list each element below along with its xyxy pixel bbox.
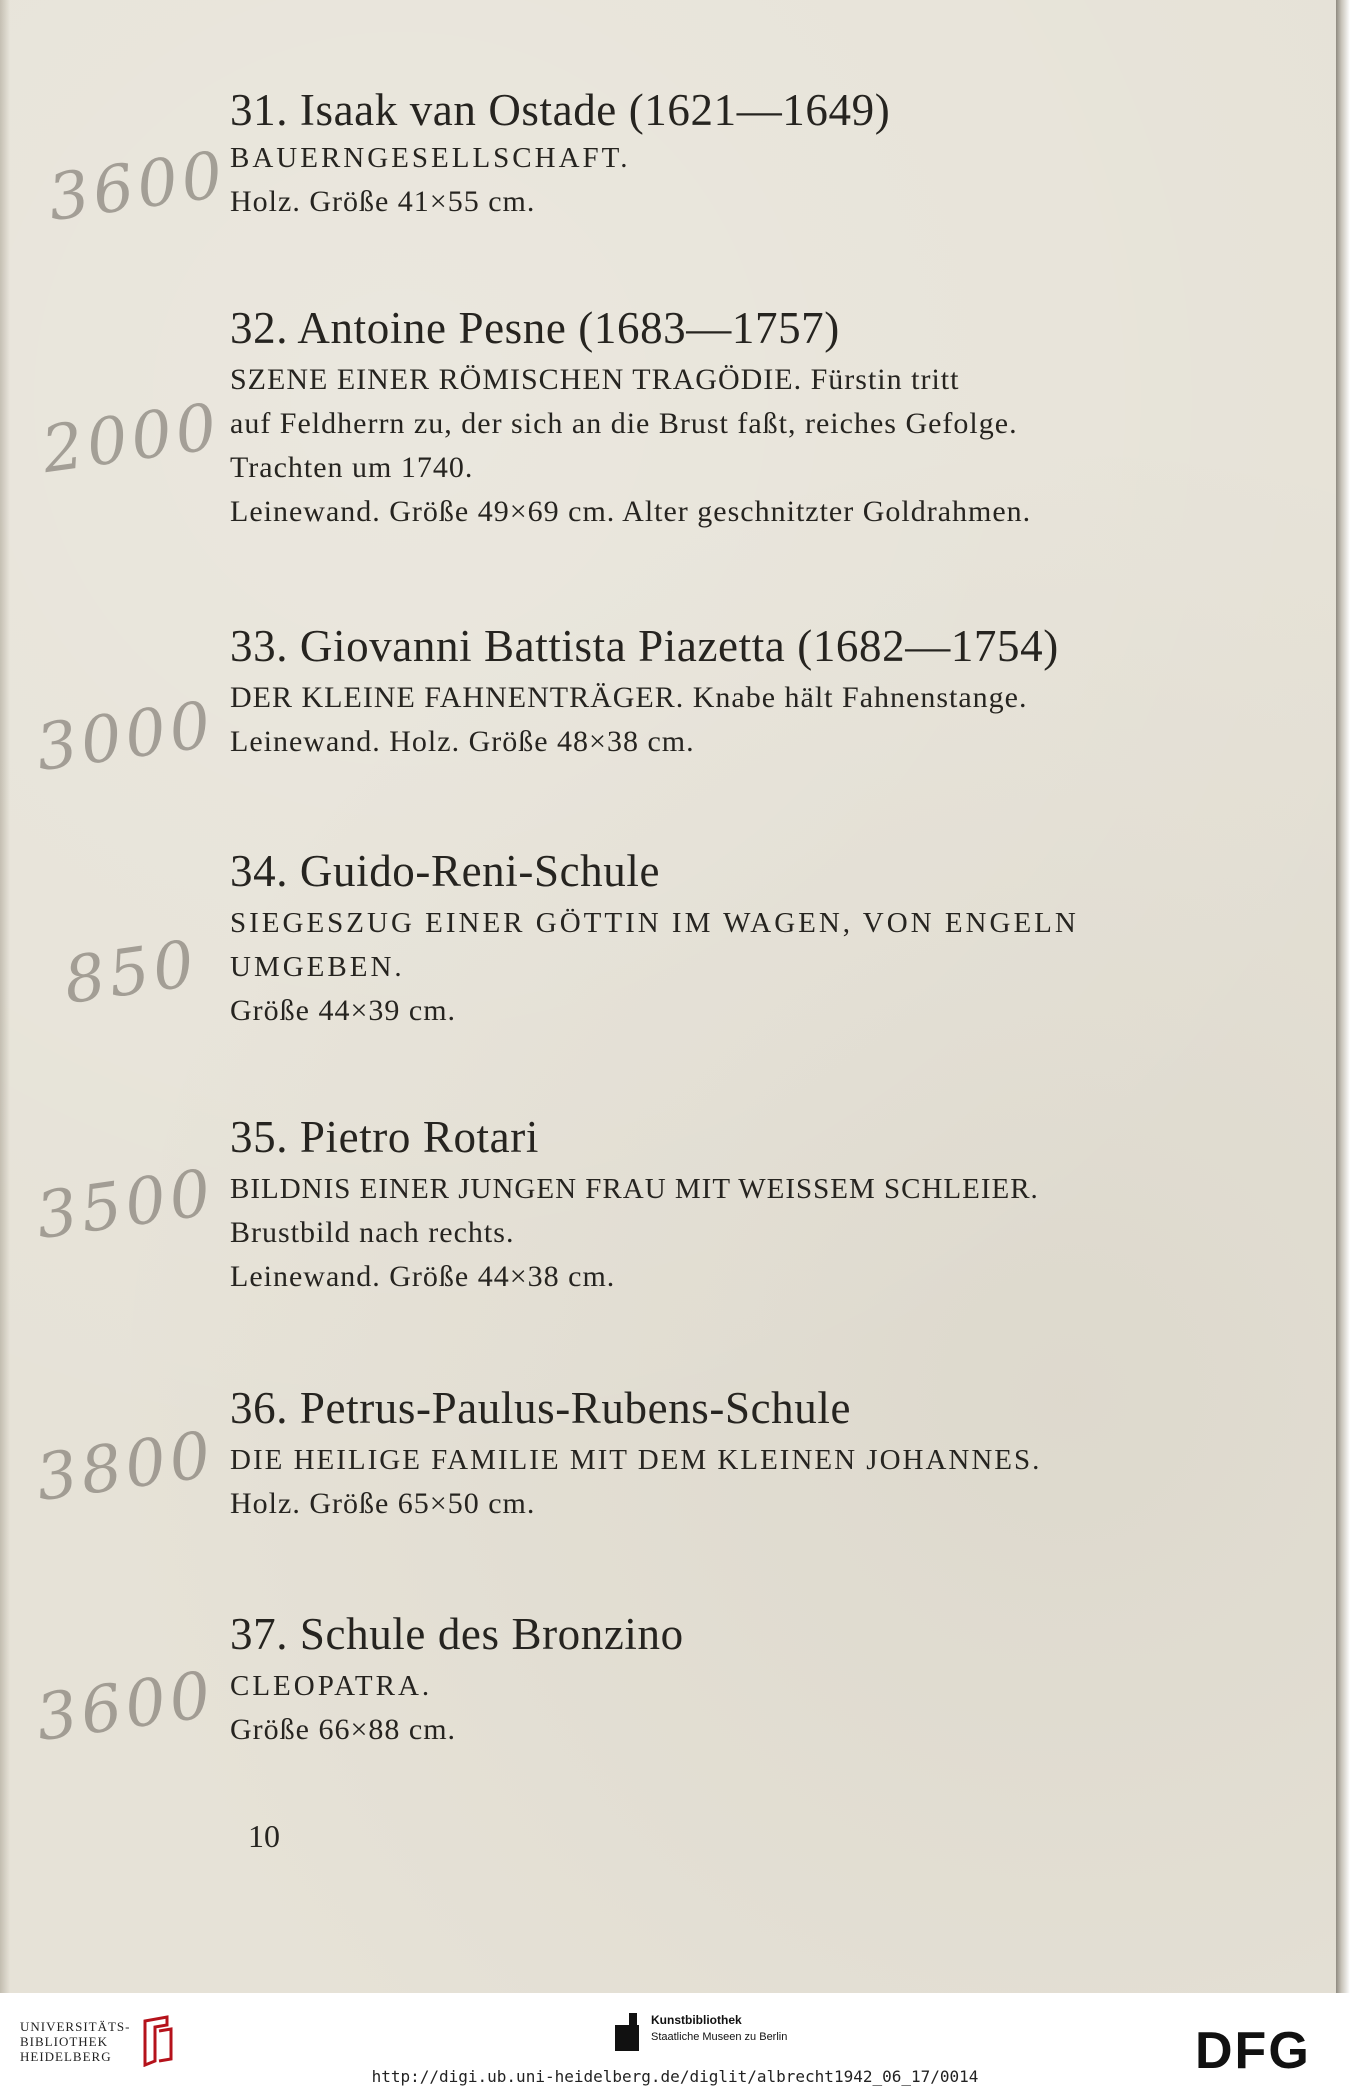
entry-details: Größe 44×39 cm. [230, 994, 457, 1027]
kunstbibliothek-logo[interactable] [615, 2013, 787, 2053]
entry-details: Holz. Größe 41×55 cm. [230, 185, 536, 218]
university-name: UNIVERSITÄTS- BIBLIOTHEK HEIDELBERG [20, 2018, 131, 2064]
margin-price-note: 850 [59, 927, 203, 1019]
entry-title: UMGEBEN. [230, 951, 405, 983]
catalog-entry-31 [230, 84, 1270, 224]
entry-description: Brustbild nach rechts. [230, 1216, 515, 1249]
kunstbibliothek-icon [615, 2013, 641, 2053]
margin-price-note: 2000 [37, 389, 226, 489]
kunstbibliothek-label: Kunstbibliothek [651, 2013, 742, 2027]
entry-title: DIE HEILIGE FAMILIE MIT DEM KLEINEN JOHANNES. [230, 1444, 1042, 1476]
source-url-link[interactable]: http://digi.ub.uni-heidelberg.de/diglit/albrecht1942_06_17/0014 [371, 2067, 979, 2086]
entry-description: auf Feldherrn zu, der sich an die Brust faßt, reiches Gefolge. [230, 407, 1018, 440]
margin-price-note: 3600 [31, 1657, 220, 1757]
entry-details: Größe 66×88 cm. [230, 1713, 457, 1746]
entry-details: Holz. Größe 65×50 cm. [230, 1487, 536, 1520]
entry-heading: 35. Pietro Rotari [230, 1112, 539, 1162]
entry-details: Leinewand. Größe 49×69 cm. Alter geschnitzter Goldrahmen. [230, 495, 1032, 528]
entry-details: Leinewand. Holz. Größe 48×38 cm. [230, 725, 695, 758]
entry-title: BAUERNGESELLSCHAFT. [230, 142, 631, 174]
entry-description: SZENE EINER RÖMISCHEN TRAGÖDIE. Fürstin tritt [230, 363, 960, 396]
entry-heading: 37. Schule des Bronzino [230, 1609, 684, 1659]
entry-details: Leinewand. Größe 44×38 cm. [230, 1260, 616, 1293]
catalog-entry-34 [230, 845, 1270, 1033]
university-library-logo[interactable] [20, 2015, 177, 2067]
margin-price-note: 3500 [31, 1155, 220, 1255]
entry-title: SIEGESZUG EINER GÖTTIN IM WAGEN, VON ENGELN [230, 907, 1079, 939]
entry-title: CLEOPATRA. [230, 1670, 433, 1702]
heidelberg-emblem-icon [137, 2015, 177, 2067]
entry-description: Trachten um 1740. [230, 451, 474, 484]
entry-heading: 32. Antoine Pesne (1683—1757) [230, 303, 840, 353]
catalog-entry-32 [230, 302, 1270, 534]
entry-heading: 31. Isaak van Ostade (1621—1649) [230, 85, 891, 135]
dfg-logo[interactable]: DFG [1195, 2022, 1311, 2080]
margin-price-note: 3800 [31, 1417, 220, 1517]
catalog-entry-37 [230, 1608, 1270, 1752]
entry-description: DER KLEINE FAHNENTRÄGER. Knabe hält Fahnenstange. [230, 681, 1028, 714]
museen-label: Staatliche Museen zu Berlin [651, 2031, 788, 2043]
margin-price-note: 3600 [43, 137, 232, 237]
page-number: 10 [248, 1818, 280, 1854]
margin-price-note: 3000 [31, 687, 220, 787]
digitization-footer [0, 1993, 1350, 2093]
entry-title: BILDNIS EINER JUNGEN FRAU MIT WEISSEM SCHLEIER. [230, 1173, 1039, 1205]
entry-heading: 34. Guido-Reni-Schule [230, 846, 661, 896]
entry-heading: 36. Petrus-Paulus-Rubens-Schule [230, 1383, 852, 1433]
page-binding-shadow [0, 0, 10, 1993]
catalog-entry-33 [230, 620, 1270, 764]
entry-heading: 33. Giovanni Battista Piazetta (1682—1754) [230, 621, 1059, 671]
catalog-entry-35 [230, 1111, 1270, 1299]
page-edge-shadow [1336, 0, 1350, 1993]
catalog-entry-36 [230, 1382, 1270, 1526]
